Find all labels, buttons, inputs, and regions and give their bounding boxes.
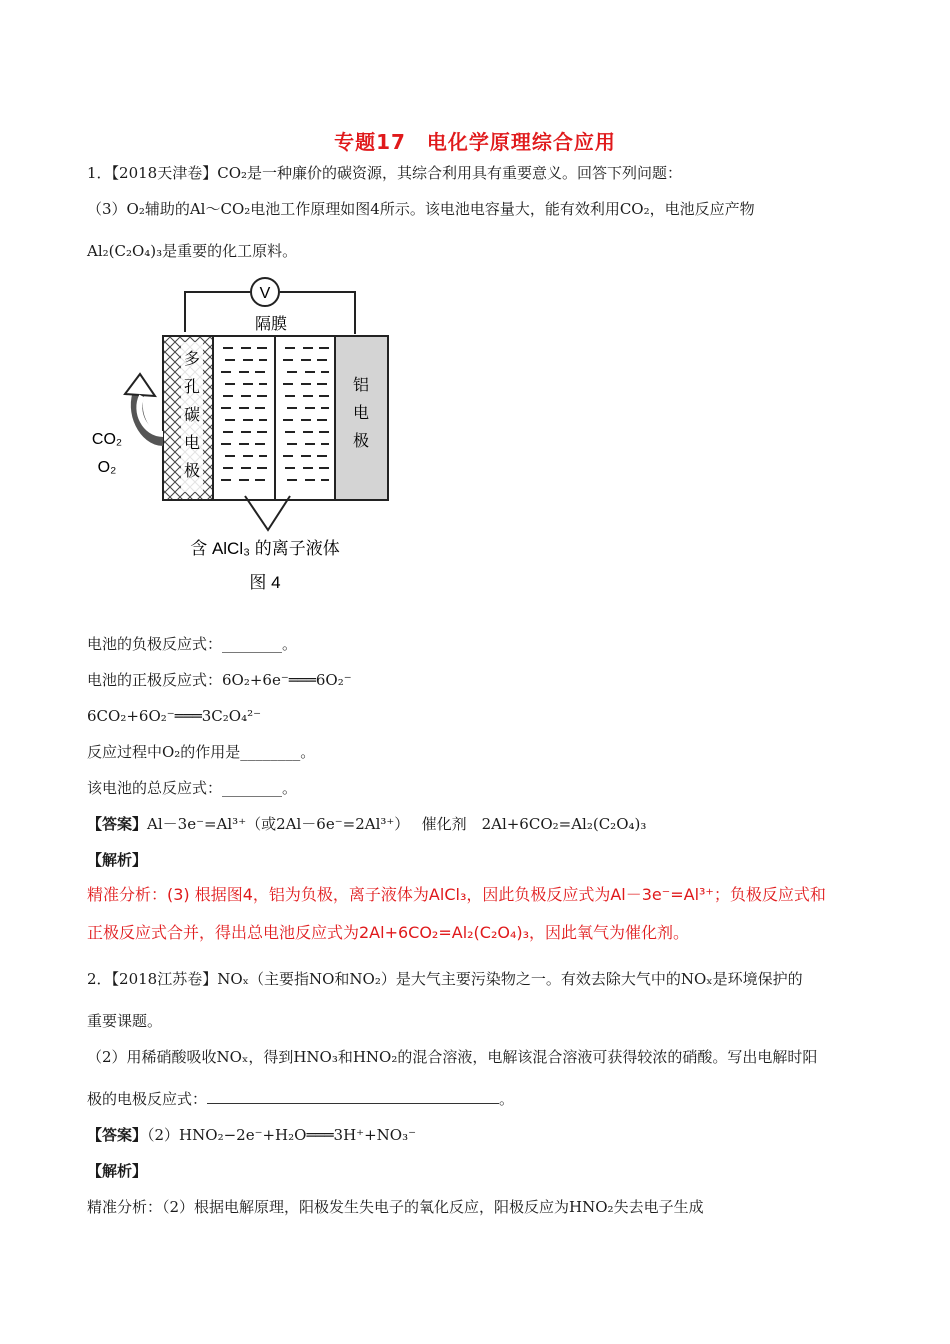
- q2-analysis-line1: 精准分析：（2）根据电解原理，阳极发生失电子的氧化反应，阳极反应为HNO₂失去电子生成: [87, 1198, 704, 1216]
- svg-text:碳: 碳: [183, 407, 201, 424]
- q1-part3-line1: （3）O₂辅助的Al～CO₂电池工作原理如图4所示。该电池电容量大，能有效利用CO₂，电池反应产物: [87, 200, 755, 218]
- svg-text:多: 多: [183, 351, 201, 368]
- q1-answer-label: 【答案】: [87, 815, 148, 833]
- wire-left: [185, 292, 250, 332]
- q1-analysis-line2: 正极反应式合并，得出总电池反应式为2Al+6CO₂=Al₂(C₂O₄)₃，因此氧气为催化剂。: [87, 923, 690, 942]
- q1-reaction2: 6CO₂+6O₂⁻═══3C₂O₄²⁻: [87, 707, 262, 725]
- q1-part3-line2: Al₂(C₂O₄)₃是重要的化工原料。: [87, 242, 298, 260]
- q1-answer-text: Al－3e⁻=Al³⁺（或2Al－6e⁻=2Al³⁺） 催化剂 2Al+6CO₂=Al₂(C₂O₄)₃: [147, 815, 647, 833]
- battery-diagram: [85, 272, 395, 602]
- wire-right: [280, 292, 355, 334]
- q2-answer-text: （2）HNO₂−2e⁻+H₂O═══3H⁺+NO₃⁻: [147, 1126, 416, 1144]
- q1-header: 1．【2018天津卷】CO₂是一种廉价的碳资源，其综合利用具有重要意义。回答下列问题：: [87, 164, 683, 182]
- svg-text:电: 电: [352, 405, 370, 422]
- q2-part2-suffix: 。: [499, 1090, 515, 1108]
- q1-answer: [87, 813, 863, 835]
- q2-header-line1: 2．【2018江苏卷】NOₓ（主要指NO和NO₂）是大气主要污染物之一。有效去除大气中的NOₓ是环境保护的: [87, 970, 803, 988]
- svg-text:孔: 孔: [183, 379, 201, 396]
- q2-answer-blank: [207, 1089, 499, 1104]
- q2-analysis-label: 【解析】: [87, 1162, 148, 1180]
- membrane-label: 隔膜: [254, 316, 288, 333]
- svg-text:极: 极: [352, 433, 370, 450]
- q2-answer-label: 【答案】: [87, 1126, 148, 1144]
- liquid-label: 含 AlCl₃ 的离子液体: [190, 539, 340, 558]
- q2-part2-prefix: 极的电极反应式：: [87, 1090, 208, 1108]
- page-title: 专题17 电化学原理综合应用: [334, 130, 616, 154]
- q1-o2-role: 反应过程中O₂的作用是________。: [87, 743, 316, 761]
- svg-text:铝: 铝: [352, 377, 370, 394]
- liquid-pointer: [245, 496, 290, 530]
- o2-label: O₂: [97, 459, 117, 476]
- q2-part2-line1: （2）用稀硝酸吸收NOₓ，得到HNO₃和HNO₂的混合溶液，电解该混合溶液可获得较浓的硝酸。写出电解时阳: [87, 1048, 818, 1066]
- voltmeter-label: V: [259, 285, 271, 302]
- co2-label: CO₂: [91, 431, 123, 448]
- svg-text:极: 极: [183, 463, 201, 480]
- svg-text:电: 电: [183, 435, 201, 452]
- q2-header-line2: 重要课题。: [87, 1012, 163, 1030]
- q1-total-reaction: 该电池的总反应式：________。: [87, 779, 298, 797]
- q1-neg-reaction: 电池的负极反应式：________。: [87, 635, 298, 653]
- figure-caption: 图 4: [249, 573, 281, 592]
- q2-answer: [87, 1124, 863, 1146]
- aluminum-electrode-label: [353, 376, 369, 450]
- gas-arrow-head: [125, 374, 155, 396]
- q1-analysis-label: 【解析】: [87, 851, 148, 869]
- q2-part2-line2: [87, 1088, 863, 1110]
- q1-pos-reaction: 电池的正极反应式：6O₂+6e⁻═══6O₂⁻: [87, 671, 352, 689]
- q1-analysis-line1: 精准分析：(3) 根据图4，铝为负极，离子液体为AlCl₃，因此负极反应式为Al－3e⁻=Al³⁺；负极反应式和: [87, 885, 826, 904]
